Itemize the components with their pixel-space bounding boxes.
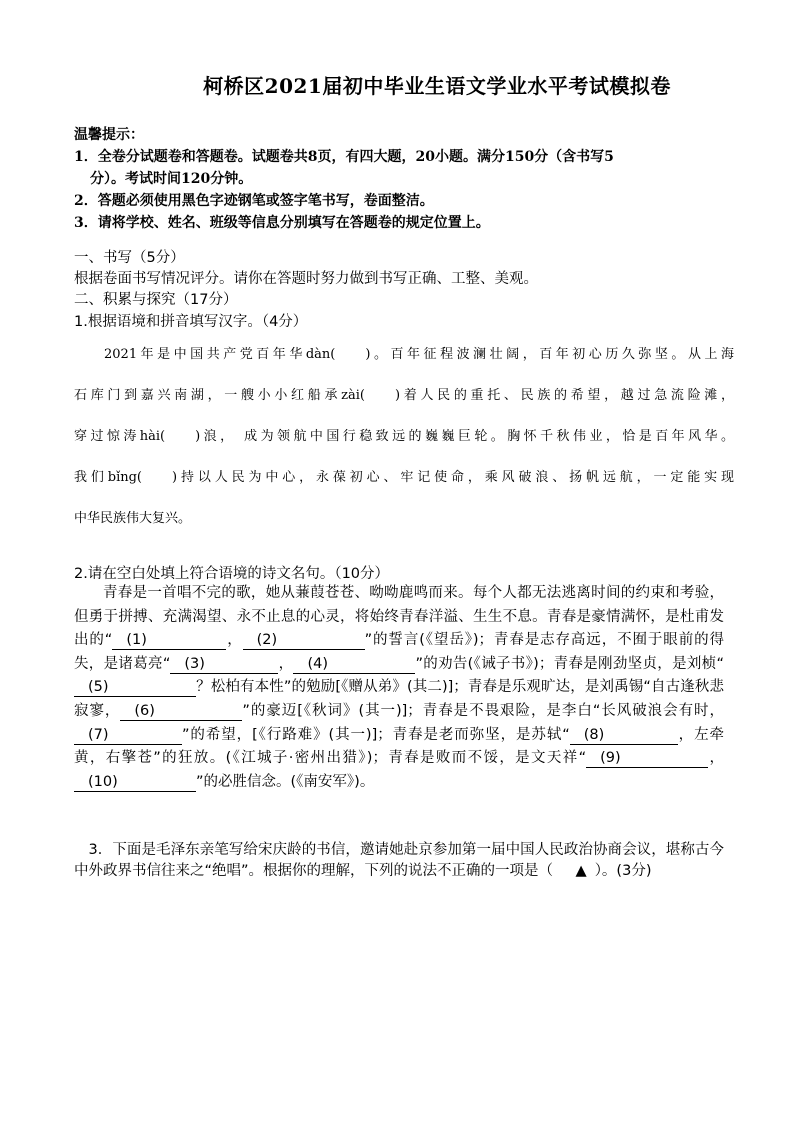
q2-blank-9: (9) (586, 750, 708, 768)
q2-blank-7: (7) (74, 727, 182, 745)
q1-line-5: 中华民族伟大复兴。 (74, 511, 192, 526)
section-1-heading: 一、书写（5分） (74, 250, 185, 266)
q2-blank-4: (4) (293, 656, 415, 674)
notice-line-2: 2．答题必须使用黑色字迹钢笔或签字笔书写，卷面整洁。 (74, 193, 434, 209)
q1-line-1: 2021年是中国共产党百年华dàn( )。百年征程波澜壮阔，百年初心历久弥坚。从上海 (104, 347, 734, 362)
q2-blank-2: (2) (243, 632, 365, 650)
section-2-heading: 二、积累与探究（17分） (74, 292, 238, 308)
notice-line-1-cont: 分）。考试时间120分钟。 (90, 171, 253, 187)
exam-title: 柯桥区2021届初中毕业生语文学业水平考试模拟卷 (203, 74, 671, 98)
q2-passage: 青春是一首唱不完的歌，她从蒹葭苍苍、呦呦鹿鸣而来。每个人都无法逃离时间的约束和考验，但勇于拼搏、充满渴望、永不止息的心灵，将始终青春洋溢、生生不息。青春是豪情满怀，是杜甫发出的“ (1) ， (2) ”的誓言(《望岳》)；青春是志存高远，不囿于眼前的得失，是诸葛亮“ (3) ， (4) ”的劝告(《诫子书》)；青春是刚劲坚贞，是刘桢“(5) ？松柏有本性”的勉励[《赠从弟》(其二)]；青春是乐观旷达，是刘禹锡“自古逢秋悲寂寥， (6) ”的豪迈[《秋词》(其一)]；青春是不畏艰险，是李白“长风破浪会有时，(7) ”的希望，[《行路难》(其一)]；青春是老而弥坚，是苏轼“ (8) ，左牵黄，右擎苍”的狂放。(《江城子·密州出猎》)；青春是败而不馁，是文天祥“ (9) ，(10) ”的必胜信念。(《南安军》)。 (74, 585, 725, 790)
notice-block (74, 124, 734, 234)
q1-line-3: 穿过惊涛hài( )浪， 成为领航中国行稳致远的巍巍巨轮。胸怀千秋伟业，恰是百年风华。 (74, 429, 734, 444)
q1-line-4: 我们bǐng( )持以人民为中心，永葆初心、牢记使命，乘风破浪、扬帆远航，一定能实现 (74, 470, 734, 485)
q1-heading: 1.根据语境和拼音填写汉字。（4分） (74, 314, 308, 330)
q1-line-2: 石库门到嘉兴南湖，一艘小小红船承zài( )着人民的重托、民族的希望，越过急流险滩， (74, 388, 734, 403)
q3-question: 3．下面是毛泽东亲笔写给宋庆龄的书信，邀请她赴京参加第一届中国人民政治协商会议，堪称古今中外政界书信往来之“绝唱”。根据你的理解，下列的说法不正确的一项是（ ▲ ）。(3分) (74, 840, 724, 882)
answer-marker-triangle: ▲ (575, 863, 587, 879)
q2-heading: 2.请在空白处填上符合语境的诗文名句。（10分） (74, 566, 390, 582)
q2-blank-3: (3) (170, 656, 278, 674)
notice-line-3: 3．请将学校、姓名、班级等信息分别填写在答题卷的规定位置上。 (74, 215, 490, 231)
q2-blank-10: (10) (74, 774, 196, 792)
q2-blank-8: (8) (570, 727, 678, 745)
notice-line-1: 1．全卷分试题卷和答题卷。试题卷共8页，有四大题，20小题。满分150分（含书写5 (74, 149, 614, 165)
notice-heading: 温馨提示： (74, 127, 144, 143)
q2-blank-1: (1) (112, 632, 226, 650)
q2-blank-6: (6) (120, 703, 242, 721)
q1-passage (74, 345, 734, 550)
q2-blank-5: (5) (74, 679, 196, 697)
section-1-body: 根据卷面书写情况评分。请你在答题时努力做到书写正确、工整、美观。 (74, 271, 538, 287)
